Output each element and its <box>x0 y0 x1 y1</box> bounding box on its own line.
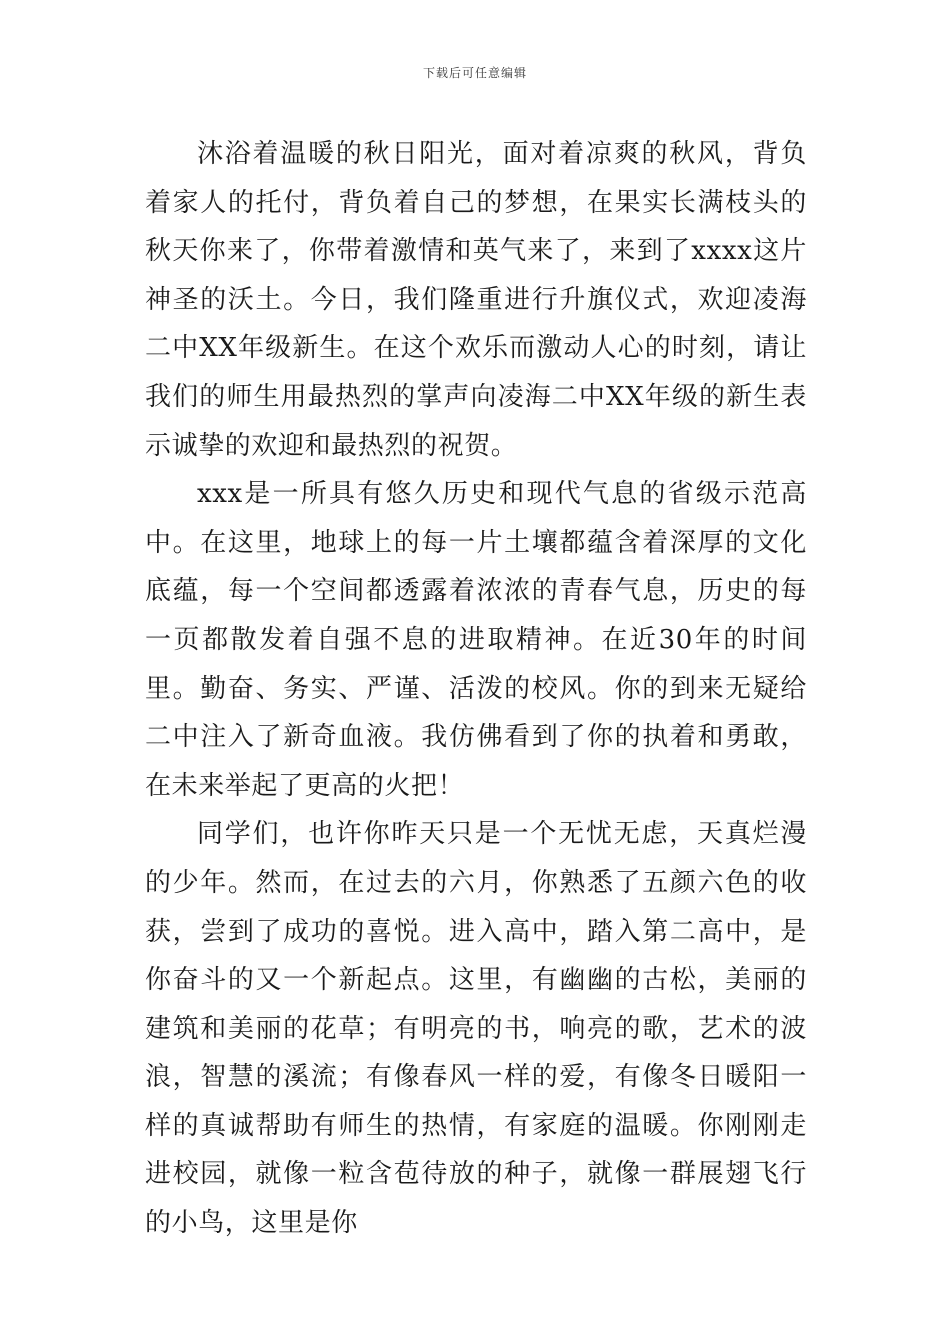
document-body <box>145 130 807 1248</box>
paragraph-school-intro: xxx是一所具有悠久历史和现代气息的省级示范高中。在这里，地球上的每一片土壤都蕴含着深厚的文化底蕴，每一个空间都透露着浓浓的青春气息，历史的每一页都散发着自强不息的进取精神。在近30年的时间里。勤奋、务实、严谨、活泼的校风。你的到来无疑给二中注入了新奇血液。我仿佛看到了你的执着和勇敢，在未来举起了更高的火把！ <box>145 479 807 801</box>
paragraph-students: 同学们，也许你昨天只是一个无忧无虑，天真烂漫的少年。然而，在过去的六月，你熟悉了五颜六色的收获，尝到了成功的喜悦。进入高中，踏入第二高中，是你奋斗的又一个新起点。这里，有幽幽的古松，美丽的建筑和美丽的花草；有明亮的书，响亮的歌，艺术的波浪，智慧的溪流；有像春风一样的爱，有像冬日暖阳一样的真诚帮助有师生的热情，有家庭的温暖。你刚刚走进校园，就像一粒含苞待放的种子，就像一群展翅飞行的小鸟，这里是你 <box>145 819 807 1239</box>
paragraph-welcome: 沐浴着温暖的秋日阳光，面对着凉爽的秋风，背负着家人的托付，背负着自己的梦想，在果实长满枝头的秋天你来了，你带着激情和英气来了，来到了xxxx这片神圣的沃土。今日，我们隆重进行升旗仪式，欢迎凌海二中XX年级新生。在这个欢乐而激动人心的时刻，请让我们的师生用最热烈的掌声向凌海二中XX年级的新生表示诚挚的欢迎和最热烈的祝贺。 <box>145 139 807 461</box>
page-header-note: 下载后可任意编辑 <box>422 66 527 80</box>
